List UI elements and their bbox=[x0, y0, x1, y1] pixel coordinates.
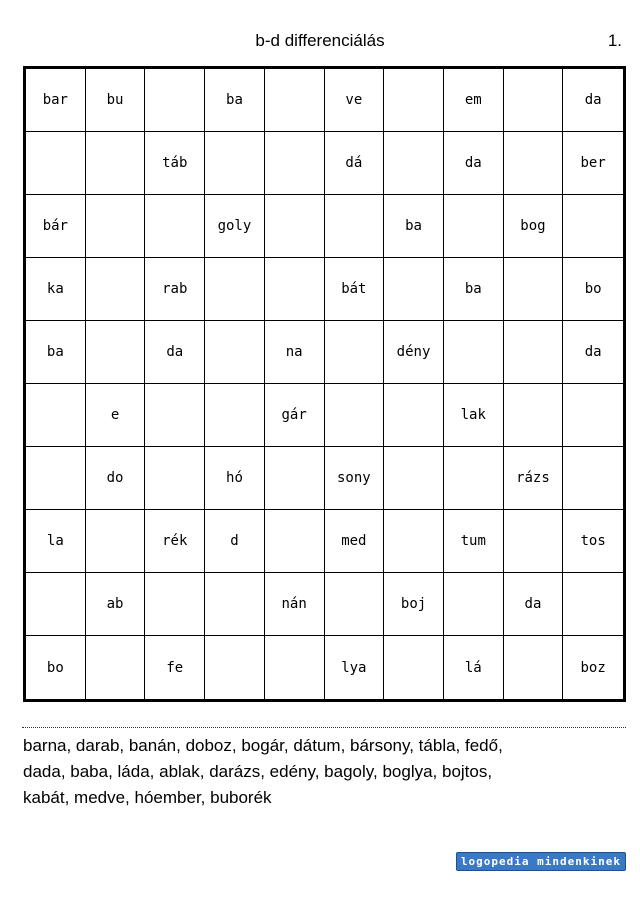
grid-cell bbox=[205, 384, 265, 447]
word-list-line: kabát, medve, hóember, buborék bbox=[23, 788, 272, 807]
grid-cell bbox=[504, 636, 564, 699]
grid-cell: rék bbox=[145, 510, 205, 573]
grid-cell bbox=[86, 510, 146, 573]
grid-cell: bo bbox=[563, 258, 623, 321]
grid-cell bbox=[325, 195, 385, 258]
grid-cell bbox=[384, 384, 444, 447]
grid-cell: da bbox=[563, 321, 623, 384]
grid-cell: gár bbox=[265, 384, 325, 447]
grid-cell: fe bbox=[145, 636, 205, 699]
grid-cell bbox=[26, 573, 86, 636]
grid-cell bbox=[86, 321, 146, 384]
grid-cell: ab bbox=[86, 573, 146, 636]
grid-cell: ba bbox=[26, 321, 86, 384]
grid-cell bbox=[145, 447, 205, 510]
grid-cell: ba bbox=[384, 195, 444, 258]
grid-cell bbox=[205, 321, 265, 384]
grid-cell: bu bbox=[86, 69, 146, 132]
grid-cell: do bbox=[86, 447, 146, 510]
grid-cell: hó bbox=[205, 447, 265, 510]
grid-cell: boj bbox=[384, 573, 444, 636]
grid-cell bbox=[26, 132, 86, 195]
grid-cell bbox=[265, 510, 325, 573]
grid-cell: da bbox=[563, 69, 623, 132]
grid-cell bbox=[384, 69, 444, 132]
grid-cell bbox=[265, 195, 325, 258]
grid-cell bbox=[145, 384, 205, 447]
word-list-line: barna, darab, banán, doboz, bogár, dátum, bársony, tábla, fedő, bbox=[23, 736, 503, 755]
grid-cell bbox=[86, 132, 146, 195]
word-list bbox=[23, 733, 628, 811]
grid-cell bbox=[205, 258, 265, 321]
grid-cell: boz bbox=[580, 659, 606, 676]
grid-cell: da bbox=[444, 132, 504, 195]
grid-cell bbox=[384, 132, 444, 195]
grid-cell: d bbox=[205, 510, 265, 573]
grid-cell bbox=[384, 447, 444, 510]
grid-cell: rab bbox=[145, 258, 205, 321]
logo: logopedia mindenkinek bbox=[456, 852, 626, 871]
grid-cell bbox=[504, 69, 564, 132]
grid-cell bbox=[325, 573, 385, 636]
grid-cell bbox=[26, 447, 86, 510]
grid-cell: bar bbox=[26, 69, 86, 132]
grid-cell: sony bbox=[325, 447, 385, 510]
word-list-line: dada, baba, láda, ablak, darázs, edény, bagoly, boglya, bojtos, bbox=[23, 762, 493, 781]
grid-cell: lá bbox=[444, 636, 504, 699]
grid-cell bbox=[145, 69, 205, 132]
grid-cell bbox=[504, 510, 564, 573]
grid-cell: táb bbox=[145, 132, 205, 195]
page-title: b-d differenciálás bbox=[255, 31, 385, 50]
grid-cell: bog bbox=[504, 195, 564, 258]
grid-cell bbox=[145, 573, 205, 636]
grid-cell bbox=[563, 195, 623, 258]
grid-cell: nán bbox=[265, 573, 325, 636]
grid-cell bbox=[205, 132, 265, 195]
dotted-divider bbox=[22, 727, 626, 728]
grid-cell bbox=[444, 573, 504, 636]
grid-cell: dény bbox=[384, 321, 444, 384]
grid-cell: rázs bbox=[504, 447, 564, 510]
grid-cell: em bbox=[444, 69, 504, 132]
grid-cell: dá bbox=[325, 132, 385, 195]
grid-cell: ka bbox=[26, 258, 86, 321]
grid-cell bbox=[444, 321, 504, 384]
grid-cell bbox=[325, 384, 385, 447]
page-number: 1. bbox=[607, 31, 622, 50]
grid-cell bbox=[563, 447, 623, 510]
grid-cell: na bbox=[265, 321, 325, 384]
grid-cell: tum bbox=[444, 510, 504, 573]
grid-cell bbox=[384, 258, 444, 321]
grid-cell bbox=[563, 384, 623, 447]
grid-cell bbox=[384, 636, 444, 699]
grid-cell bbox=[504, 321, 564, 384]
grid-cell bbox=[86, 258, 146, 321]
grid-cell: bo bbox=[26, 636, 86, 699]
grid-cell: ba bbox=[205, 69, 265, 132]
grid-cell bbox=[504, 132, 564, 195]
grid-cell: goly bbox=[205, 195, 265, 258]
grid-cell bbox=[444, 195, 504, 258]
grid-cell: e bbox=[86, 384, 146, 447]
grid-cell: med bbox=[325, 510, 385, 573]
grid-cell bbox=[504, 384, 564, 447]
grid-cell bbox=[205, 573, 265, 636]
grid-cell: tos bbox=[563, 510, 623, 573]
grid-cell bbox=[205, 636, 265, 699]
grid-cell bbox=[265, 132, 325, 195]
grid-cell: da bbox=[504, 573, 564, 636]
grid-cell: lak bbox=[444, 384, 504, 447]
grid-cell bbox=[444, 447, 504, 510]
grid-cell: ve bbox=[325, 69, 385, 132]
grid-cell bbox=[86, 636, 146, 699]
grid-cell bbox=[325, 321, 385, 384]
grid-cell bbox=[504, 258, 564, 321]
grid-cell bbox=[265, 636, 325, 699]
grid-cell bbox=[563, 573, 623, 636]
grid-cell: ba bbox=[444, 258, 504, 321]
syllable-grid bbox=[23, 66, 626, 702]
grid-cell: bár bbox=[26, 195, 86, 258]
grid-cell bbox=[145, 195, 205, 258]
grid-cell: da bbox=[145, 321, 205, 384]
grid-cell: ber bbox=[563, 132, 623, 195]
grid-cell bbox=[265, 69, 325, 132]
grid-cell bbox=[86, 195, 146, 258]
grid-cell bbox=[26, 384, 86, 447]
grid-cell: la bbox=[26, 510, 86, 573]
grid-cell bbox=[265, 447, 325, 510]
grid-cell bbox=[265, 258, 325, 321]
grid-cell: bát bbox=[325, 258, 385, 321]
grid-cell: lya bbox=[325, 636, 385, 699]
grid-cell bbox=[384, 510, 444, 573]
